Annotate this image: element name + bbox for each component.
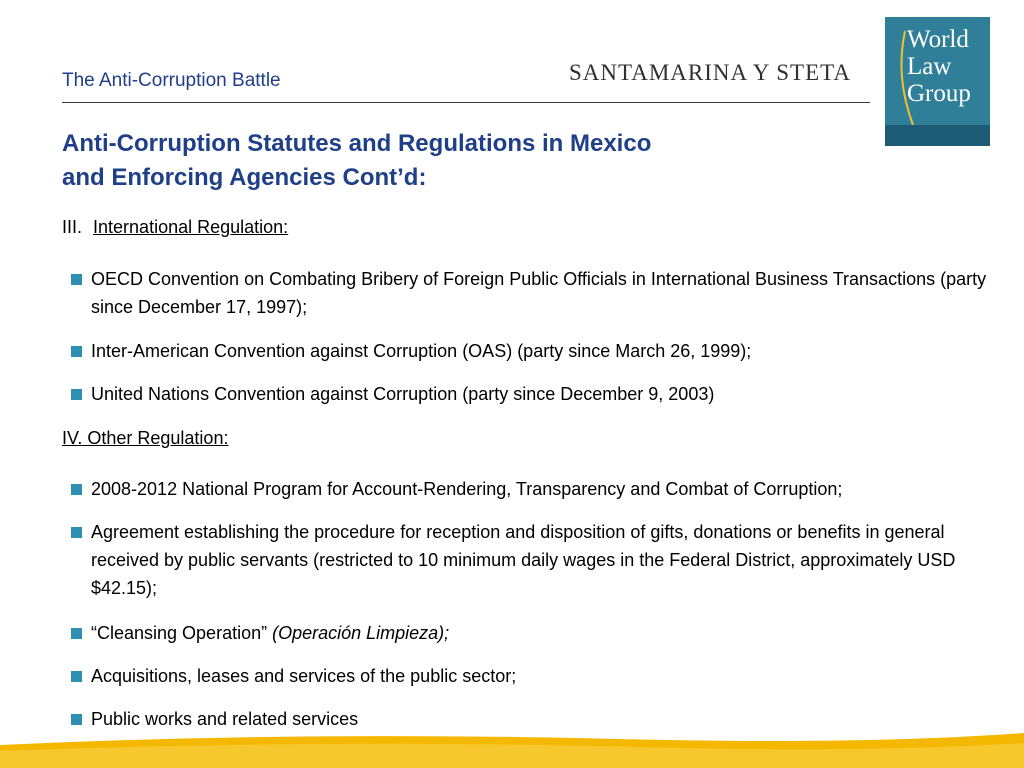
logo-line-law: Law [907, 53, 952, 80]
bullet-square-icon [71, 274, 82, 285]
header-title: The Anti-Corruption Battle [62, 70, 281, 91]
logo-line-world: World [907, 26, 969, 53]
section-heading-text: Other Regulation: [87, 428, 229, 448]
section-heading-text: International Regulation: [93, 217, 289, 237]
list-item [71, 337, 1001, 365]
list-item-text: “Cleansing Operation” [91, 623, 273, 643]
bullet-square-icon [71, 484, 82, 495]
bullet-square-icon [71, 389, 82, 400]
list-item-text: Acquisitions, leases and services of the public sector; [91, 666, 517, 686]
section-heading-international [62, 217, 288, 238]
list-item [71, 265, 1001, 321]
list-item-text: Agreement establishing the procedure for reception and disposition of gifts, donations or benefits in general received by public servants (restricted to 10 minimum daily wages in the Federal District, approximately USD $42.15); [91, 522, 956, 598]
list-item-text: OECD Convention on Combating Bribery of Foreign Public Officials in International Business Transactions (party since December 17, 1997); [91, 269, 987, 317]
world-law-group-logo [885, 17, 990, 146]
bullet-square-icon [71, 628, 82, 639]
list-item [71, 662, 1001, 690]
list-item-text: United Nations Convention against Corruption (party since December 9, 2003) [91, 384, 715, 404]
list-item-text: Public works and related services [91, 709, 359, 729]
slide-title [62, 127, 822, 195]
list-item [71, 475, 1001, 503]
bullet-square-icon [71, 671, 82, 682]
slide-title-line-1: Anti-Corruption Statutes and Regulations in Mexico [62, 130, 652, 157]
list-item-italic-text: (Operación Limpieza); [272, 623, 450, 643]
list-item [71, 380, 1001, 408]
bullet-square-icon [71, 346, 82, 357]
slide-title-line-2: and Enforcing Agencies Cont’d: [62, 164, 427, 191]
logo-line-group: Group [907, 80, 971, 107]
list-item-text-group [91, 619, 1001, 647]
logo-band [885, 125, 990, 146]
list-item [71, 518, 971, 602]
firm-logo: SANTAMARINA Y STETA [569, 60, 851, 85]
list-item-text: 2008-2012 National Program for Account-Rendering, Transparency and Combat of Corruption; [91, 479, 843, 499]
header-divider [62, 102, 870, 103]
footer-wave-decoration [0, 725, 1024, 768]
bullet-square-icon [71, 714, 82, 725]
list-item-text: Inter-American Convention against Corruption (OAS) (party since March 26, 1999); [91, 341, 752, 361]
section-numeral: III. [62, 217, 83, 237]
section-heading-other [62, 428, 228, 449]
list-item [71, 619, 1001, 647]
section-numeral: IV. [62, 428, 83, 448]
bullet-square-icon [71, 527, 82, 538]
